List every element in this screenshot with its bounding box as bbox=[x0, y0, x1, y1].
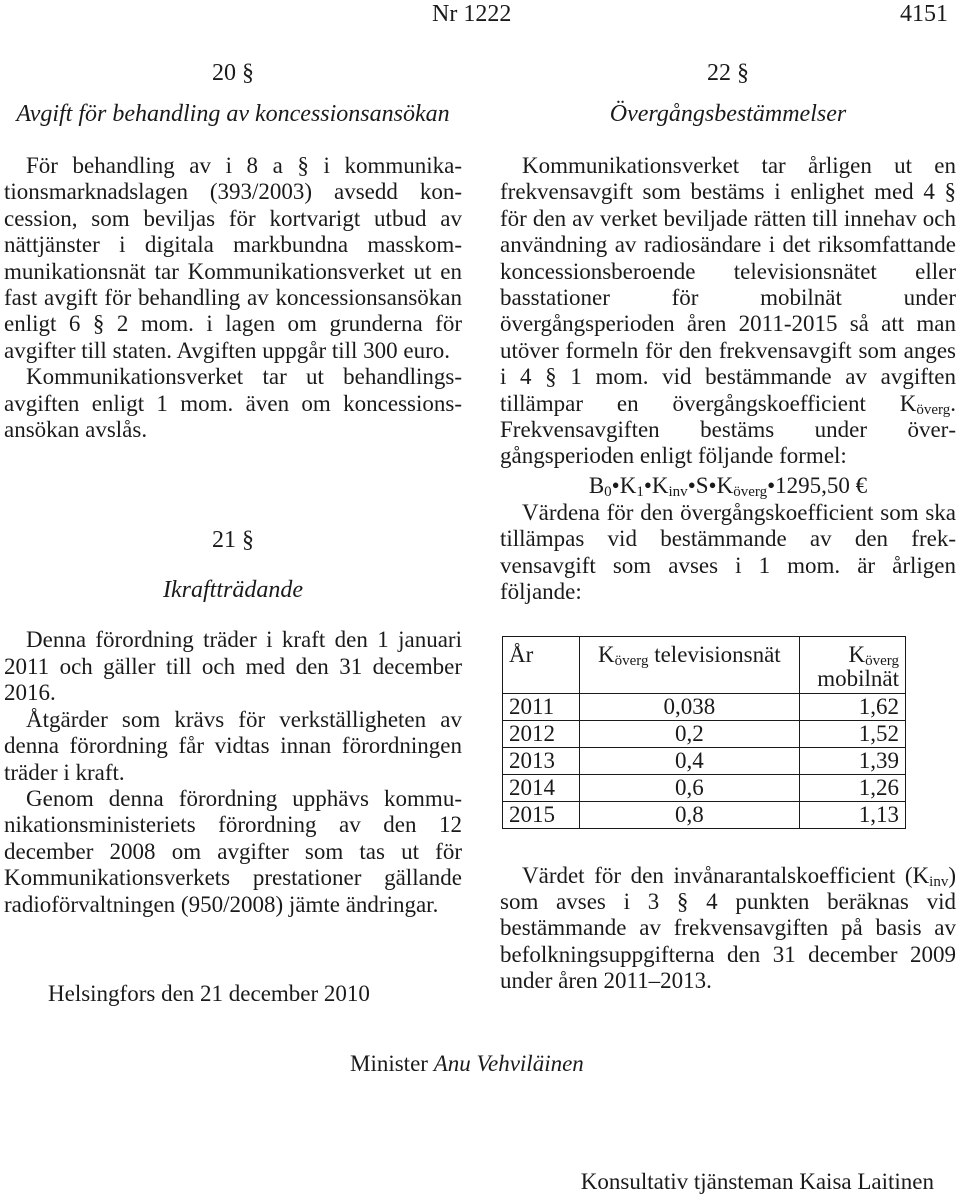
header-tv: $K_{överg}$ televisionsnät bbox=[580, 636, 800, 693]
minister-name: Anu Vehviläinen bbox=[433, 1051, 584, 1076]
left-column bbox=[4, 58, 462, 918]
page-number: 4151 bbox=[900, 1, 948, 27]
minister-title: Minister bbox=[350, 1051, 428, 1076]
header-mobile: $K_{överg}$ mobilnät bbox=[799, 636, 905, 693]
cell-year: 2014 bbox=[503, 774, 580, 801]
section-20-title: Avgift för behandling av koncessionsansökan bbox=[16, 101, 450, 127]
section-22-paragraph-3: Värdet för den invånarantalskoefficient $(K_{inv})$ som avses i 3 § 4 punkten beräknas vid bestämmande av frekvensavgiften på basis av befolkningsuppgifterna den 31 december 2009 under åren 2011–2013. bbox=[500, 862, 956, 994]
section-22-title: Övergångsbestämmelser bbox=[609, 101, 847, 127]
cell-tv: 0,4 bbox=[580, 747, 800, 774]
coefficient-table bbox=[502, 636, 906, 829]
cell-year: 2015 bbox=[503, 801, 580, 828]
table-row bbox=[503, 693, 906, 720]
minister-signature bbox=[350, 1050, 584, 1078]
table-row bbox=[503, 774, 906, 801]
cell-year: 2013 bbox=[503, 747, 580, 774]
cell-mobile: 1,13 bbox=[799, 801, 905, 828]
cell-tv: 0,2 bbox=[580, 720, 800, 747]
section-22-number: 22 § bbox=[707, 60, 749, 86]
section-20-number: 20 § bbox=[212, 60, 254, 86]
cell-year: 2012 bbox=[503, 720, 580, 747]
cell-tv: 0,6 bbox=[580, 774, 800, 801]
cell-tv: 0,038 bbox=[580, 693, 800, 720]
official-signature: Konsultativ tjänsteman Kaisa Laitinen bbox=[580, 1169, 934, 1194]
section-20-paragraph-1: För behandling av i 8 a § i kommunikationsmarknadslagen (393/2003) avsedd koncession, som beviljas för kortvarigt utbud av nättjänster i digitala markbundna masskommunikationsnät tar Kommunikationsverket ut en fast avgift för behandling av koncessionsansökan enligt 6 § 2 mom. i lagen om grunderna för avgifter till staten. Avgiften uppgår till 300 euro. bbox=[4, 153, 462, 363]
section-21-paragraph-3: Genom denna förordning upphävs kommunikationsministeriets förordning av den 12 december 2008 om avgifter som tas ut för Kommunikationsverkets prestationer gällande radioförvaltningen (950/2008) jämte ändringar. bbox=[4, 785, 462, 917]
table-row bbox=[503, 720, 906, 747]
section-21-paragraph-2: Åtgärder som krävs för verkställigheten av denna förordning får vidtas innan förordningen träder i kraft. bbox=[4, 706, 462, 785]
section-21-paragraph-1: Denna förordning träder i kraft den 1 januari 2011 och gäller till och med den 31 december 2016. bbox=[4, 627, 462, 706]
table-row bbox=[503, 747, 906, 774]
section-22-paragraph-1: Kommunikationsverket tar årligen ut en frekvensavgift som bestäms i enlighet med 4 § för den av verket beviljade rätten till innehav och användning av radiosändare i det riksomfattande koncessionsberoende televisionsnätet eller basstationer för mobilnät under övergångsperioden åren 2011-2015 så att man utöver formeln för den frekvensavgift som anges i 4 § 1 mom. vid bestämmande av avgiften tillämpar en övergångskoefficient $K_{överg}$. Frekvensavgiften bestäms under övergångsperioden enligt följande formel: bbox=[500, 153, 956, 469]
place-and-date: Helsingfors den 21 december 2010 bbox=[48, 981, 370, 1006]
section-21-title: Ikraftträdande bbox=[163, 577, 303, 604]
table-row bbox=[503, 801, 906, 828]
transition-formula: $B_0•K_1•K_{inv}•S•K_{överg}•1295,50$ € bbox=[588, 472, 868, 500]
section-20-paragraph-2: Kommunikationsverket tar ut behandlingsavgiften enligt 1 mom. även om koncessionsansökan avslås. bbox=[4, 364, 462, 443]
cell-tv: 0,8 bbox=[580, 801, 800, 828]
cell-mobile: 1,26 bbox=[799, 774, 905, 801]
section-22-paragraph-2: Värdena för den övergångskoefficient som ska tillämpas vid bestämmande av den frekvensavgift som avses i 1 mom. är årligen följande: bbox=[500, 499, 956, 605]
cell-year: 2011 bbox=[503, 693, 580, 720]
cell-mobile: 1,39 bbox=[799, 747, 905, 774]
coefficient-table-header bbox=[503, 636, 906, 693]
section-21-number: 21 § bbox=[212, 527, 254, 554]
cell-mobile: 1,62 bbox=[799, 693, 905, 720]
right-column bbox=[500, 58, 956, 995]
issue-number: Nr 1222 bbox=[432, 1, 512, 27]
header-year: År bbox=[503, 636, 580, 693]
cell-mobile: 1,52 bbox=[799, 720, 905, 747]
